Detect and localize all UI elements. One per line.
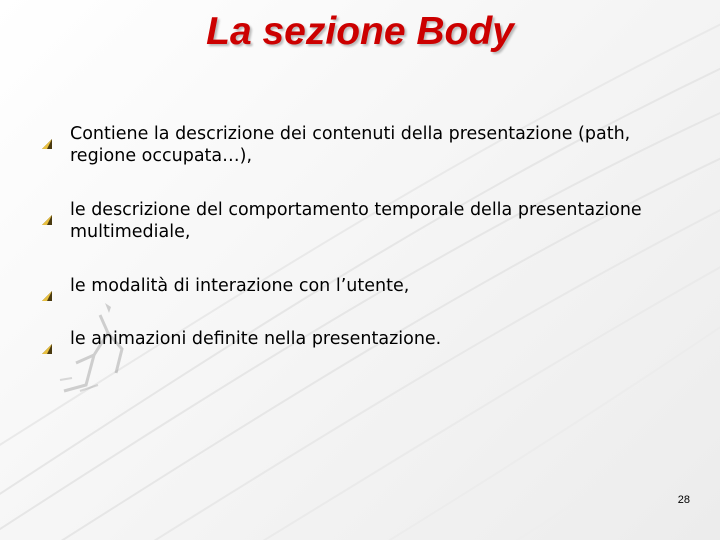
slide-title: La sezione Body xyxy=(206,10,514,53)
runner-watermark xyxy=(50,295,140,405)
page-number: 28 xyxy=(677,494,690,506)
bullet-text: Contiene la descrizione dei contenuti della presentazione (path, regione occupata…), xyxy=(70,124,631,166)
bullet-text: le descrizione del comportamento temporale della presentazione multimediale, xyxy=(70,200,642,242)
bullet-icon xyxy=(40,343,54,355)
bullet-icon xyxy=(40,214,54,226)
bullet-text: le modalità di interazione con l’utente, xyxy=(70,276,410,296)
bullet-icon xyxy=(40,290,54,302)
bullet-icon xyxy=(40,138,54,150)
bullet-text: le animazioni definite nella presentazione. xyxy=(70,329,442,349)
